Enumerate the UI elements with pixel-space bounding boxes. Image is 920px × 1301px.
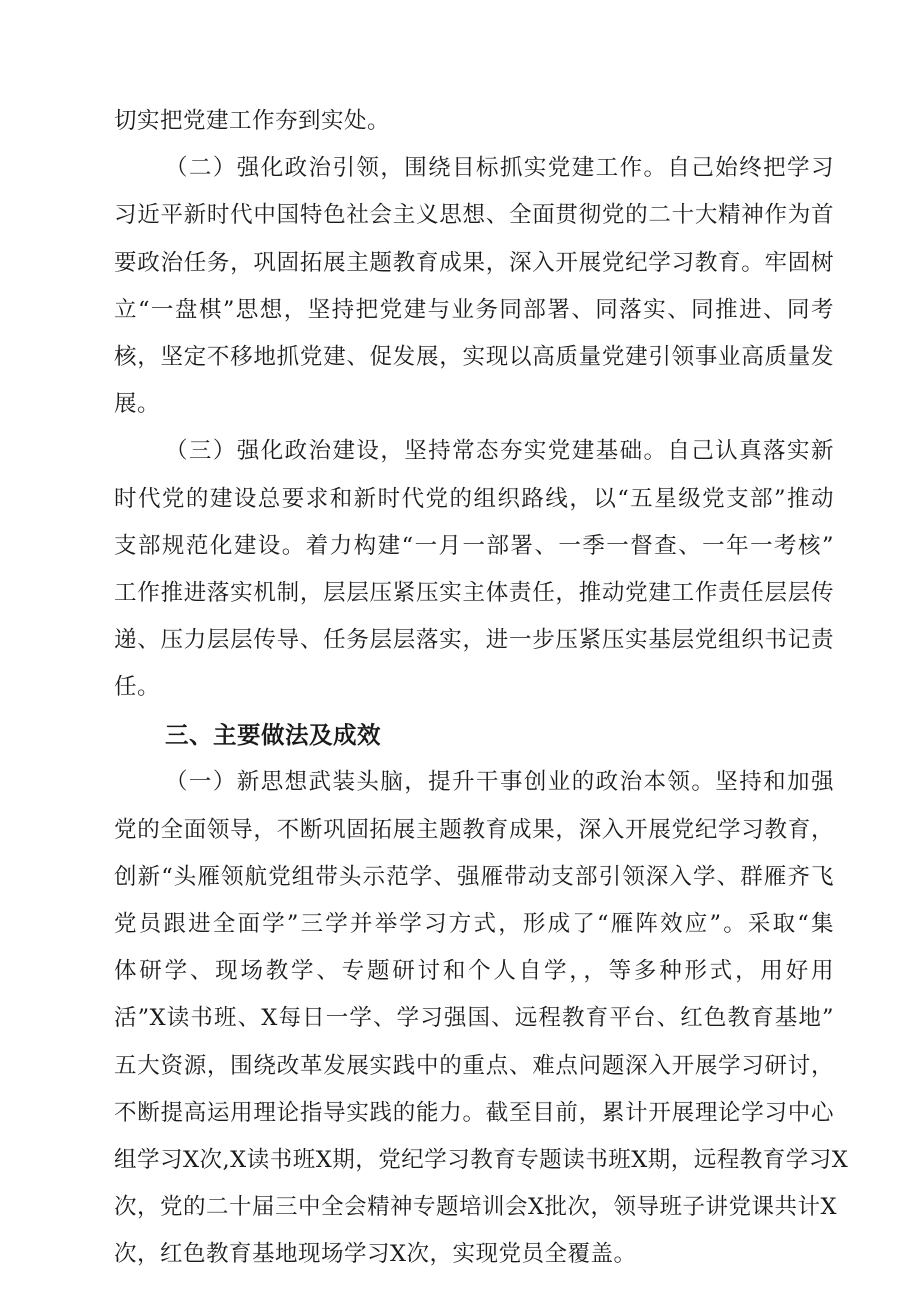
paragraph-4 bbox=[114, 759, 849, 1278]
paragraph-2 bbox=[114, 145, 834, 428]
text-line: 党员跟进全面学”三学并举学习方式，形成了“雁阵效应”。采取“集 bbox=[114, 911, 834, 937]
text-line: （一）新思想武装头脑，提升干事创业的政治本领。坚持和加强 bbox=[165, 769, 834, 796]
text-line: 不断提高运用理论指导实践的能力。截至目前，累计开展理论学习中心 bbox=[114, 1099, 834, 1126]
text-line: 核，坚定不移地抓党建、促发展，实现以高质量党建引领事业高质量发 bbox=[114, 343, 834, 370]
text-line: 次，党的二十届三中全会精神专题培训会X批次，领导班子讲党课共计X bbox=[114, 1194, 838, 1221]
text-line: （三）强化政治建设，坚持常态夯实党建基础。自己认真落实新 bbox=[165, 438, 834, 465]
text-line: 次，红色教育基地现场学习X次，实现党员全覆盖。 bbox=[114, 1241, 637, 1268]
text-line: 工作推进落实机制，层层压紧压实主体责任，推动党建工作责任层层传 bbox=[114, 579, 834, 606]
text-line: 展。 bbox=[114, 391, 161, 418]
paragraph-1 bbox=[114, 98, 834, 145]
text-line: 递、压力层层传导、任务层层落实，进一步压紧压实基层党组织书记责 bbox=[114, 627, 834, 654]
section-heading: 三、主要做法及成效 bbox=[165, 721, 381, 750]
text-line: 切实把党建工作夯到实处。 bbox=[114, 108, 391, 134]
text-line: 任。 bbox=[114, 674, 161, 701]
text-line: 体研学、现场教学、专题研讨和个人自学，，等多种形式，用好用 bbox=[114, 958, 834, 985]
text-line: 创新“头雁领航党组带头示范学、强雁带动支部引领深入学、群雁齐飞 bbox=[114, 863, 834, 890]
text-line: 要政治任务，巩固拓展主题教育成果，深入开展党纪学习教育。牢固树 bbox=[114, 249, 834, 276]
text-line: 五大资源，围绕改革发展实践中的重点、难点问题深入开展学习研讨， bbox=[114, 1052, 834, 1079]
text-line: 时代党的建设总要求和新时代党的组织路线，以“五星级党支部”推动 bbox=[114, 485, 834, 512]
text-line: 党的全面领导，不断巩固拓展主题教育成果，深入开展党纪学习教育， bbox=[114, 816, 834, 843]
text-line: 立“一盘棋”思想，坚持把党建与业务同部署、同落实、同推进、同考 bbox=[114, 296, 834, 323]
text-line: 活”X读书班、X每日一学、学习强国、远程教育平台、红色教育基地” bbox=[114, 1005, 834, 1032]
paragraph-3 bbox=[114, 428, 834, 711]
text-line: （二）强化政治引领，围绕目标抓实党建工作。自己始终把学习 bbox=[165, 155, 834, 182]
text-line: 组学习X次,X读书班X期，党纪学习教育专题读书班X期，远程教育学习X bbox=[114, 1146, 849, 1173]
text-line: 习近平新时代中国特色社会主义思想、全面贯彻党的二十大精神作为首 bbox=[114, 202, 834, 229]
document-body bbox=[114, 98, 849, 1279]
text-line: 支部规范化建设。着力构建“一月一部署、一季一督查、一年一考核” bbox=[114, 532, 834, 559]
